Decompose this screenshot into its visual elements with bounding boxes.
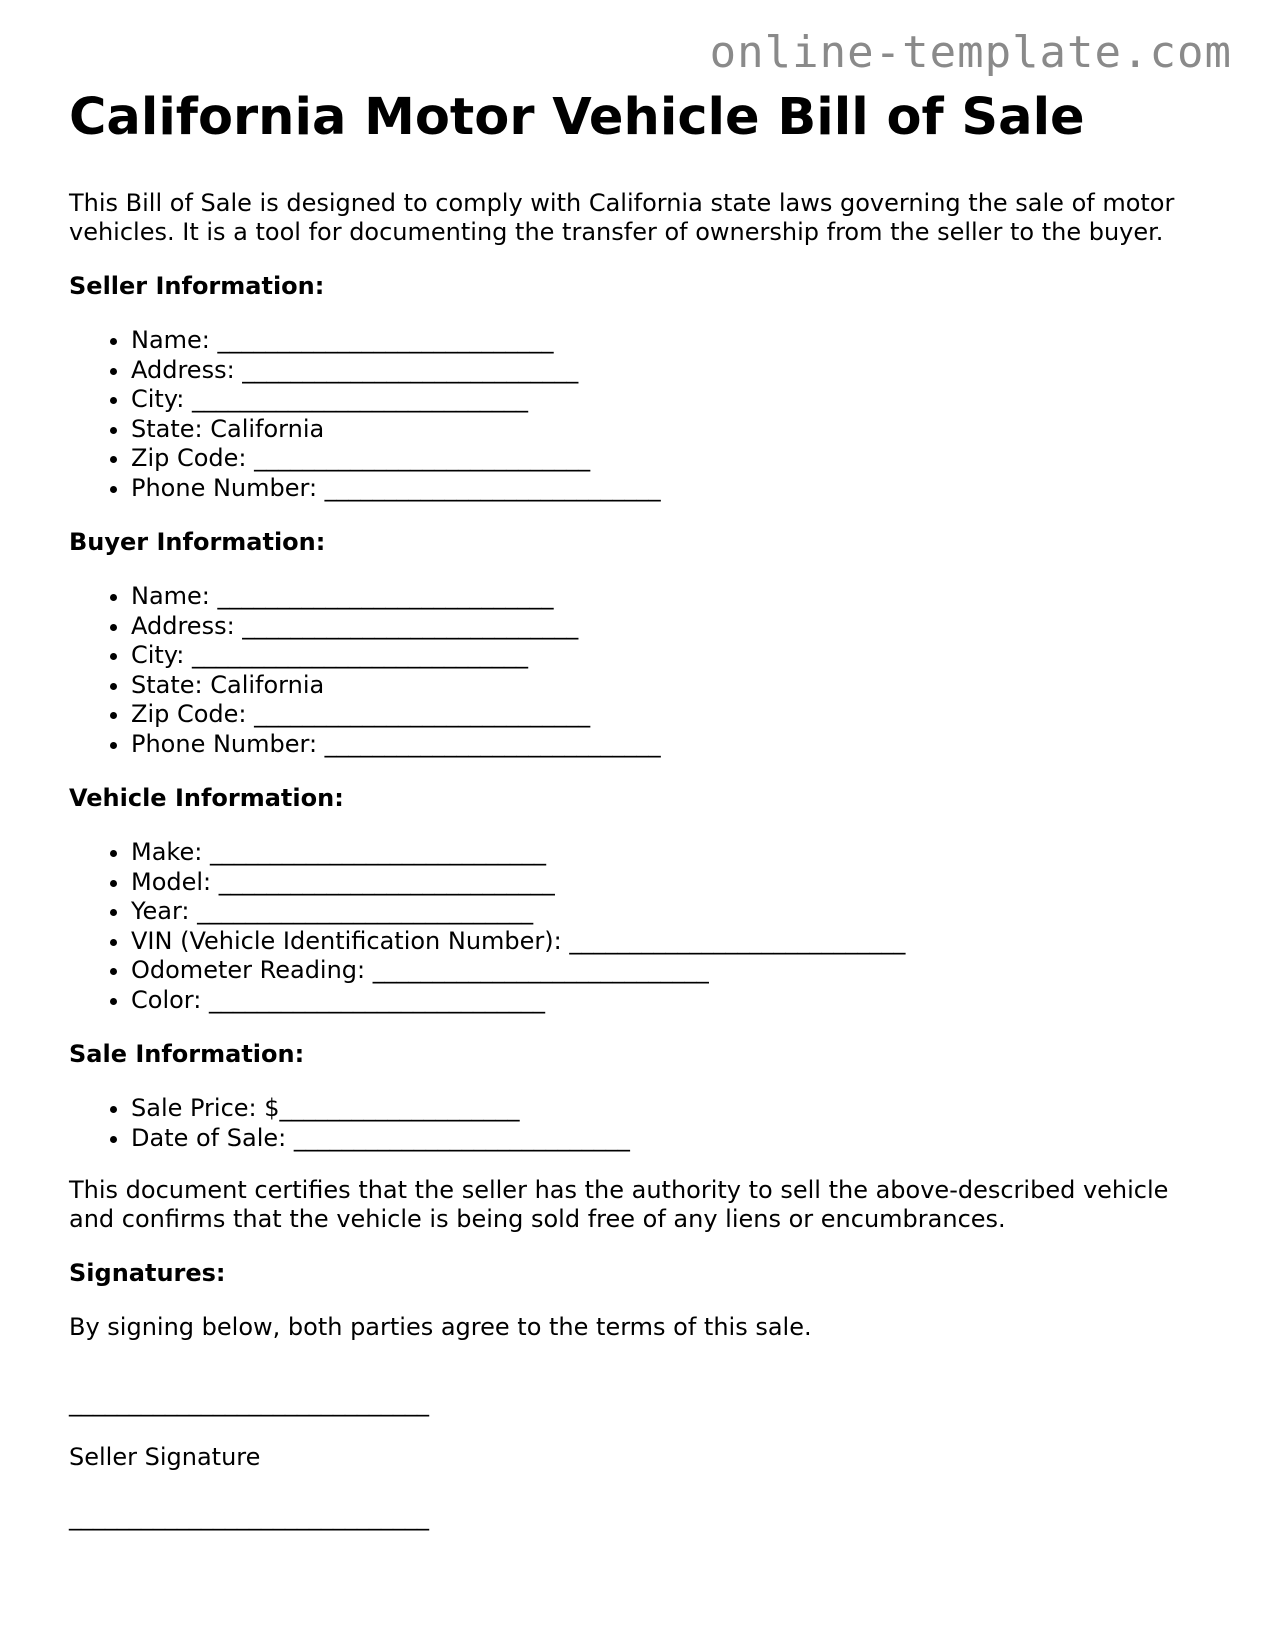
buyer-state-field: • State: California xyxy=(131,671,1209,701)
sale-heading: Sale Information: xyxy=(69,1040,305,1068)
vehicle-heading: Vehicle Information: xyxy=(69,784,344,812)
buyer-city-field[interactable]: • City: ____________________________ xyxy=(131,641,1209,671)
seller-list xyxy=(69,326,1209,503)
vehicle-vin-field[interactable]: • VIN (Vehicle Identification Number): ____________________________ xyxy=(131,927,1209,957)
seller-name-field[interactable]: • Name: ____________________________ xyxy=(131,326,1209,356)
document-page xyxy=(69,88,1209,1532)
vehicle-color-field[interactable]: • Color: ____________________________ xyxy=(131,986,1209,1016)
seller-state-field: • State: California xyxy=(131,415,1209,445)
sale-list xyxy=(69,1094,1209,1153)
sale-date-field[interactable]: • Date of Sale: ____________________________ xyxy=(131,1124,1209,1154)
seller-city-field[interactable]: • City: ____________________________ xyxy=(131,385,1209,415)
buyer-zip-field[interactable]: • Zip Code: ____________________________ xyxy=(131,700,1209,730)
signatures-heading: Signatures: xyxy=(69,1259,226,1287)
vehicle-odometer-field[interactable]: • Odometer Reading: ____________________________ xyxy=(131,956,1209,986)
buyer-address-field[interactable]: • Address: ____________________________ xyxy=(131,612,1209,642)
buyer-name-field[interactable]: • Name: ____________________________ xyxy=(131,582,1209,612)
seller-address-field[interactable]: • Address: ____________________________ xyxy=(131,356,1209,386)
vehicle-make-field[interactable]: • Make: ____________________________ xyxy=(131,838,1209,868)
seller-phone-field[interactable]: • Phone Number: ____________________________ xyxy=(131,474,1209,504)
vehicle-year-field[interactable]: • Year: ____________________________ xyxy=(131,897,1209,927)
seller-signature-label: Seller Signature xyxy=(69,1443,261,1471)
document-title: California Motor Vehicle Bill of Sale xyxy=(69,88,1085,147)
signatures-statement: By signing below, both parties agree to the terms of this sale. xyxy=(69,1313,812,1341)
certification-paragraph: This document certifies that the seller has the authority to sell the above-described vehicle and confirms that the vehicle is being sold free of any liens or encumbrances. xyxy=(69,1176,1169,1233)
vehicle-model-field[interactable]: • Model: ____________________________ xyxy=(131,868,1209,898)
vehicle-list xyxy=(69,838,1209,1015)
buyer-list xyxy=(69,582,1209,759)
sale-price-field[interactable]: • Sale Price: $____________________ xyxy=(131,1094,1209,1124)
buyer-signature-line[interactable]: ______________________________ xyxy=(69,1503,429,1531)
seller-zip-field[interactable]: • Zip Code: ____________________________ xyxy=(131,444,1209,474)
buyer-heading: Buyer Information: xyxy=(69,528,326,556)
buyer-phone-field[interactable]: • Phone Number: ____________________________ xyxy=(131,730,1209,760)
seller-signature-line[interactable]: ______________________________ xyxy=(69,1389,429,1417)
seller-heading: Seller Information: xyxy=(69,272,325,300)
watermark: online-template.com xyxy=(709,27,1232,78)
intro-paragraph: This Bill of Sale is designed to comply with California state laws governing the sale of motor vehicles. It is a tool for documenting the transfer of ownership from the seller to the buyer. xyxy=(69,189,1175,246)
